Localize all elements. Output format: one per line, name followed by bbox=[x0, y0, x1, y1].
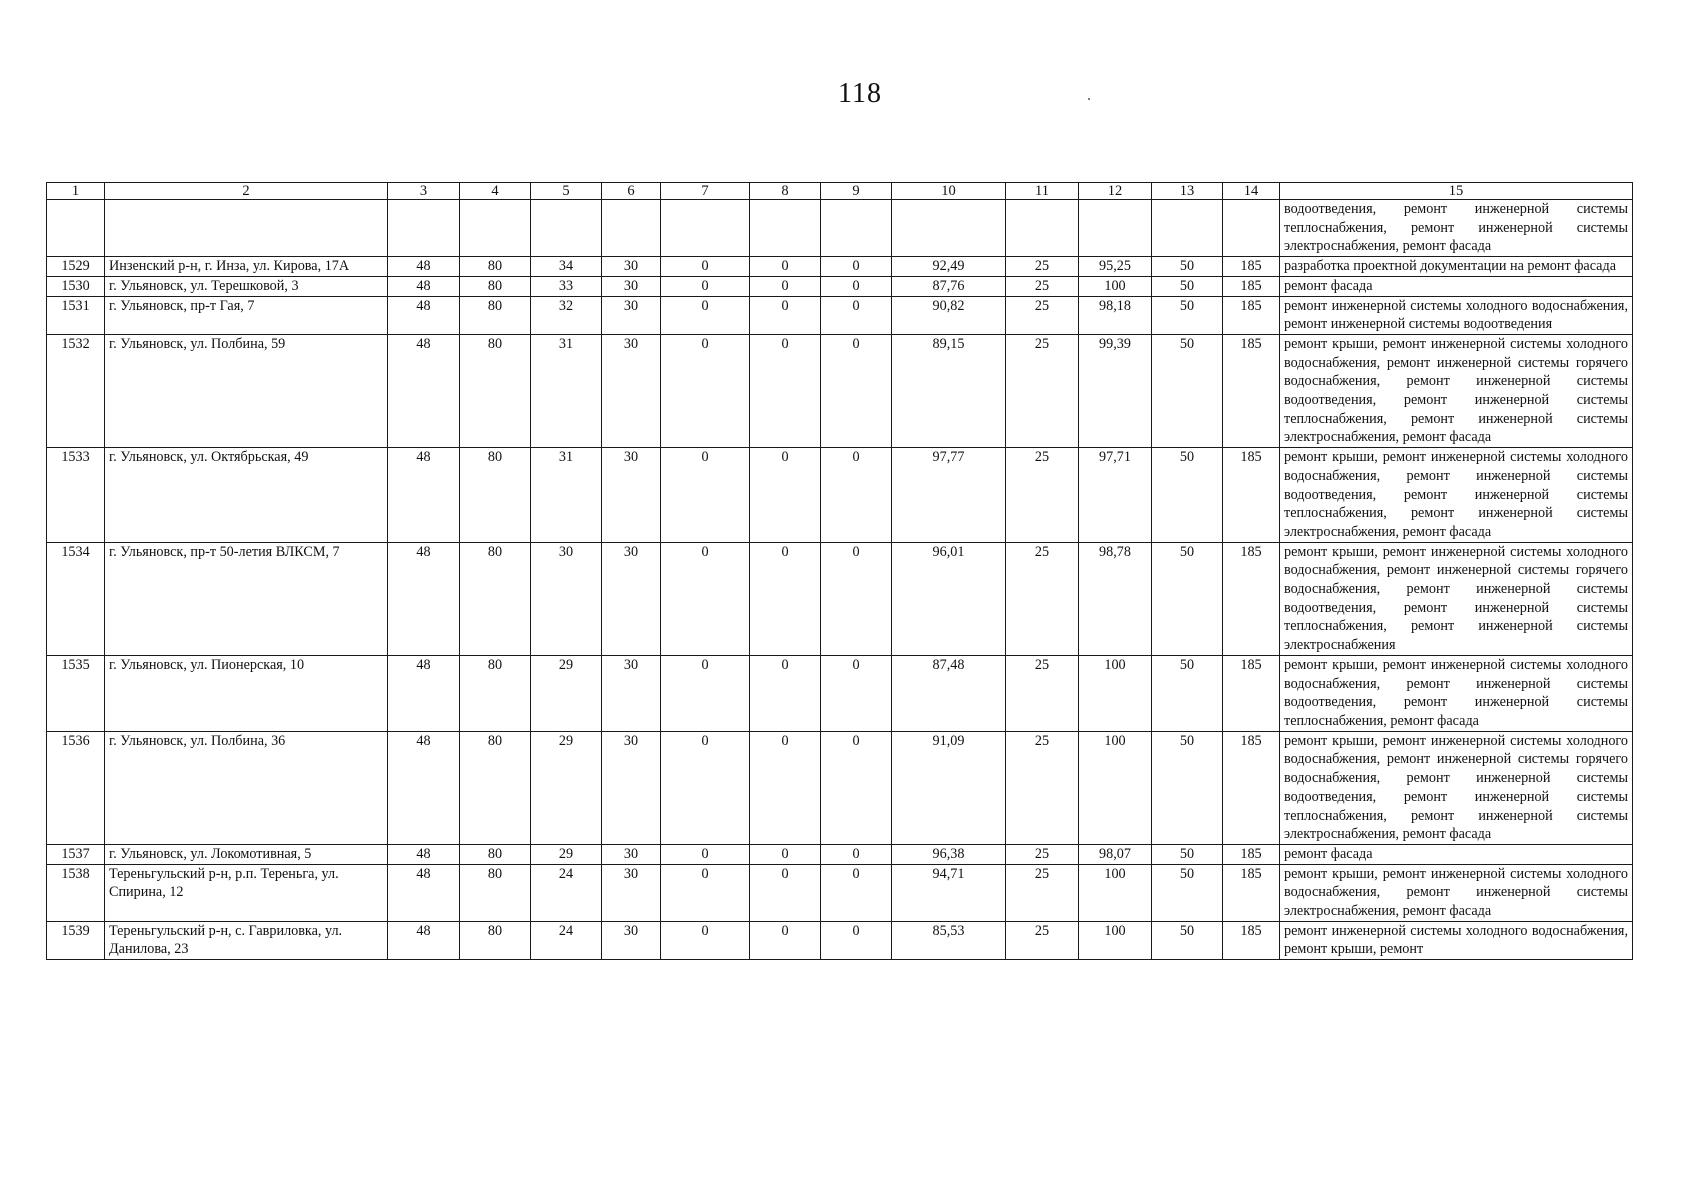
cell-col7: 0 bbox=[661, 296, 750, 334]
cell-col14 bbox=[1223, 200, 1280, 257]
cell-col10: 85,53 bbox=[892, 921, 1006, 959]
cell-col11: 25 bbox=[1006, 542, 1079, 655]
cell-works: ремонт крыши, ремонт инженерной системы холодного водоснабжения, ремонт инженерной системы горячего водоснабжения, ремонт инженерной системы водоотведения, ремонт инженерной системы теплоснабжения, ремонт инженерной системы электроснабжения, ремонт фасада bbox=[1280, 334, 1633, 447]
table-row bbox=[47, 542, 1633, 655]
cell-col6: 30 bbox=[602, 257, 661, 277]
cell-col14: 185 bbox=[1223, 921, 1280, 959]
cell-col3: 48 bbox=[388, 448, 460, 543]
cell-col12: 95,25 bbox=[1079, 257, 1152, 277]
column-header-8: 8 bbox=[750, 183, 821, 200]
cell-col4: 80 bbox=[460, 257, 531, 277]
column-header-15: 15 bbox=[1280, 183, 1633, 200]
cell-col13: 50 bbox=[1152, 731, 1223, 844]
cell-id: 1539 bbox=[47, 921, 105, 959]
cell-id bbox=[47, 200, 105, 257]
cell-col6: 30 bbox=[602, 334, 661, 447]
cell-col12: 98,78 bbox=[1079, 542, 1152, 655]
cell-col7: 0 bbox=[661, 334, 750, 447]
cell-col9: 0 bbox=[821, 448, 892, 543]
cell-col5: 31 bbox=[531, 334, 602, 447]
cell-id: 1535 bbox=[47, 655, 105, 731]
cell-col3: 48 bbox=[388, 257, 460, 277]
cell-col5: 30 bbox=[531, 542, 602, 655]
registry-table bbox=[46, 182, 1633, 960]
cell-col7: 0 bbox=[661, 864, 750, 921]
table-row bbox=[47, 844, 1633, 864]
cell-col7: 0 bbox=[661, 542, 750, 655]
cell-id: 1533 bbox=[47, 448, 105, 543]
cell-col6 bbox=[602, 200, 661, 257]
table-row bbox=[47, 921, 1633, 959]
cell-col5: 24 bbox=[531, 864, 602, 921]
cell-col13: 50 bbox=[1152, 864, 1223, 921]
cell-col10: 92,49 bbox=[892, 257, 1006, 277]
cell-col13: 50 bbox=[1152, 655, 1223, 731]
cell-id: 1531 bbox=[47, 296, 105, 334]
cell-col9: 0 bbox=[821, 334, 892, 447]
cell-col4: 80 bbox=[460, 542, 531, 655]
cell-col9: 0 bbox=[821, 296, 892, 334]
cell-col11: 25 bbox=[1006, 864, 1079, 921]
cell-address: г. Ульяновск, ул. Локомотивная, 5 bbox=[105, 844, 388, 864]
cell-col13: 50 bbox=[1152, 448, 1223, 543]
cell-col3 bbox=[388, 200, 460, 257]
cell-col3: 48 bbox=[388, 334, 460, 447]
cell-address: г. Ульяновск, ул. Октябрьская, 49 bbox=[105, 448, 388, 543]
cell-col8: 0 bbox=[750, 542, 821, 655]
cell-col14: 185 bbox=[1223, 257, 1280, 277]
cell-col7: 0 bbox=[661, 276, 750, 296]
cell-col13: 50 bbox=[1152, 334, 1223, 447]
cell-col7: 0 bbox=[661, 731, 750, 844]
cell-col7: 0 bbox=[661, 448, 750, 543]
column-header-12: 12 bbox=[1079, 183, 1152, 200]
table-row bbox=[47, 257, 1633, 277]
cell-col12: 99,39 bbox=[1079, 334, 1152, 447]
cell-col11: 25 bbox=[1006, 257, 1079, 277]
cell-col13 bbox=[1152, 200, 1223, 257]
cell-col8: 0 bbox=[750, 334, 821, 447]
cell-col4: 80 bbox=[460, 334, 531, 447]
cell-col7 bbox=[661, 200, 750, 257]
cell-col10: 96,38 bbox=[892, 844, 1006, 864]
cell-col11: 25 bbox=[1006, 296, 1079, 334]
cell-col11: 25 bbox=[1006, 844, 1079, 864]
cell-col12: 98,07 bbox=[1079, 844, 1152, 864]
cell-col4: 80 bbox=[460, 731, 531, 844]
cell-col3: 48 bbox=[388, 844, 460, 864]
cell-col6: 30 bbox=[602, 864, 661, 921]
cell-col4: 80 bbox=[460, 276, 531, 296]
cell-works: ремонт крыши, ремонт инженерной системы холодного водоснабжения, ремонт инженерной системы горячего водоснабжения, ремонт инженерной системы водоотведения, ремонт инженерной системы теплоснабжения, ремонт инженерной системы электроснабжения bbox=[1280, 542, 1633, 655]
table-row bbox=[47, 864, 1633, 921]
cell-col5: 34 bbox=[531, 257, 602, 277]
cell-col7: 0 bbox=[661, 921, 750, 959]
cell-col6: 30 bbox=[602, 542, 661, 655]
cell-col14: 185 bbox=[1223, 655, 1280, 731]
cell-id: 1537 bbox=[47, 844, 105, 864]
cell-id: 1534 bbox=[47, 542, 105, 655]
cell-col10: 91,09 bbox=[892, 731, 1006, 844]
cell-col5: 32 bbox=[531, 296, 602, 334]
cell-col4: 80 bbox=[460, 844, 531, 864]
cell-col8: 0 bbox=[750, 864, 821, 921]
column-header-4: 4 bbox=[460, 183, 531, 200]
column-header-1: 1 bbox=[47, 183, 105, 200]
cell-col4: 80 bbox=[460, 655, 531, 731]
cell-works: ремонт фасада bbox=[1280, 844, 1633, 864]
cell-col12: 100 bbox=[1079, 864, 1152, 921]
cell-col12: 100 bbox=[1079, 655, 1152, 731]
cell-address: г. Ульяновск, пр-т Гая, 7 bbox=[105, 296, 388, 334]
cell-col4: 80 bbox=[460, 448, 531, 543]
cell-col8: 0 bbox=[750, 921, 821, 959]
cell-col11: 25 bbox=[1006, 655, 1079, 731]
cell-works: ремонт крыши, ремонт инженерной системы холодного водоснабжения, ремонт инженерной системы водоотведения, ремонт инженерной системы теплоснабжения, ремонт фасада bbox=[1280, 655, 1633, 731]
cell-col3: 48 bbox=[388, 655, 460, 731]
cell-col8: 0 bbox=[750, 296, 821, 334]
column-header-11: 11 bbox=[1006, 183, 1079, 200]
cell-col4: 80 bbox=[460, 296, 531, 334]
cell-col9: 0 bbox=[821, 655, 892, 731]
cell-col5: 29 bbox=[531, 655, 602, 731]
cell-col13: 50 bbox=[1152, 844, 1223, 864]
cell-col9: 0 bbox=[821, 864, 892, 921]
cell-col9: 0 bbox=[821, 731, 892, 844]
cell-col6: 30 bbox=[602, 655, 661, 731]
cell-col3: 48 bbox=[388, 276, 460, 296]
cell-col11: 25 bbox=[1006, 276, 1079, 296]
cell-col8: 0 bbox=[750, 844, 821, 864]
cell-col8: 0 bbox=[750, 448, 821, 543]
cell-col3: 48 bbox=[388, 731, 460, 844]
cell-id: 1536 bbox=[47, 731, 105, 844]
cell-col4: 80 bbox=[460, 921, 531, 959]
cell-col11: 25 bbox=[1006, 334, 1079, 447]
cell-works: ремонт крыши, ремонт инженерной системы холодного водоснабжения, ремонт инженерной системы горячего водоснабжения, ремонт инженерной системы водоотведения, ремонт инженерной системы теплоснабжения, ремонт инженерной системы электроснабжения, ремонт фасада bbox=[1280, 731, 1633, 844]
column-header-3: 3 bbox=[388, 183, 460, 200]
table-row bbox=[47, 296, 1633, 334]
cell-col5: 24 bbox=[531, 921, 602, 959]
column-header-7: 7 bbox=[661, 183, 750, 200]
table-row bbox=[47, 655, 1633, 731]
cell-id: 1530 bbox=[47, 276, 105, 296]
cell-works: ремонт крыши, ремонт инженерной системы холодного водоснабжения, ремонт инженерной системы электроснабжения, ремонт фасада bbox=[1280, 864, 1633, 921]
cell-col10: 89,15 bbox=[892, 334, 1006, 447]
cell-col8: 0 bbox=[750, 655, 821, 731]
cell-col6: 30 bbox=[602, 921, 661, 959]
cell-col9: 0 bbox=[821, 844, 892, 864]
cell-address: г. Ульяновск, ул. Пионерская, 10 bbox=[105, 655, 388, 731]
cell-col3: 48 bbox=[388, 296, 460, 334]
cell-address: Тереньгульский р-н, с. Гавриловка, ул. Данилова, 23 bbox=[105, 921, 388, 959]
cell-works: ремонт фасада bbox=[1280, 276, 1633, 296]
cell-col9: 0 bbox=[821, 276, 892, 296]
column-header-9: 9 bbox=[821, 183, 892, 200]
cell-col6: 30 bbox=[602, 731, 661, 844]
cell-col3: 48 bbox=[388, 864, 460, 921]
cell-address: г. Ульяновск, ул. Терешковой, 3 bbox=[105, 276, 388, 296]
table-row bbox=[47, 276, 1633, 296]
cell-address: Инзенский р-н, г. Инза, ул. Кирова, 17А bbox=[105, 257, 388, 277]
cell-col3: 48 bbox=[388, 542, 460, 655]
cell-works: ремонт крыши, ремонт инженерной системы холодного водоснабжения, ремонт инженерной системы водоотведения, ремонт инженерной системы теплоснабжения, ремонт инженерной системы электроснабжения, ремонт фасада bbox=[1280, 448, 1633, 543]
cell-address: г. Ульяновск, ул. Полбина, 59 bbox=[105, 334, 388, 447]
cell-id: 1538 bbox=[47, 864, 105, 921]
cell-address: г. Ульяновск, ул. Полбина, 36 bbox=[105, 731, 388, 844]
cell-works: ремонт инженерной системы холодного водоснабжения, ремонт крыши, ремонт bbox=[1280, 921, 1633, 959]
table-row bbox=[47, 200, 1633, 257]
cell-col7: 0 bbox=[661, 257, 750, 277]
cell-works: разработка проектной документации на ремонт фасада bbox=[1280, 257, 1633, 277]
cell-col7: 0 bbox=[661, 844, 750, 864]
cell-col11: 25 bbox=[1006, 448, 1079, 543]
cell-col6: 30 bbox=[602, 844, 661, 864]
column-header-14: 14 bbox=[1223, 183, 1280, 200]
cell-address: г. Ульяновск, пр-т 50-летия ВЛКСМ, 7 bbox=[105, 542, 388, 655]
cell-col11: 25 bbox=[1006, 921, 1079, 959]
cell-col12 bbox=[1079, 200, 1152, 257]
cell-address bbox=[105, 200, 388, 257]
cell-col5: 29 bbox=[531, 844, 602, 864]
cell-col13: 50 bbox=[1152, 921, 1223, 959]
cell-col13: 50 bbox=[1152, 257, 1223, 277]
scan-speck bbox=[1088, 98, 1090, 100]
table-header bbox=[47, 183, 1633, 200]
column-header-10: 10 bbox=[892, 183, 1006, 200]
cell-col8: 0 bbox=[750, 276, 821, 296]
table-row bbox=[47, 334, 1633, 447]
cell-id: 1532 bbox=[47, 334, 105, 447]
cell-col8 bbox=[750, 200, 821, 257]
cell-col9: 0 bbox=[821, 257, 892, 277]
cell-col10: 94,71 bbox=[892, 864, 1006, 921]
table-body bbox=[47, 200, 1633, 960]
cell-col4: 80 bbox=[460, 864, 531, 921]
cell-col12: 100 bbox=[1079, 731, 1152, 844]
cell-col6: 30 bbox=[602, 296, 661, 334]
column-header-2: 2 bbox=[105, 183, 388, 200]
cell-col13: 50 bbox=[1152, 542, 1223, 655]
cell-col14: 185 bbox=[1223, 448, 1280, 543]
cell-col10: 87,48 bbox=[892, 655, 1006, 731]
cell-col9: 0 bbox=[821, 542, 892, 655]
cell-col14: 185 bbox=[1223, 731, 1280, 844]
cell-col10 bbox=[892, 200, 1006, 257]
cell-col8: 0 bbox=[750, 731, 821, 844]
page-number: 118 bbox=[838, 78, 882, 109]
cell-works: ремонт инженерной системы холодного водоснабжения, ремонт инженерной системы водоотведения bbox=[1280, 296, 1633, 334]
cell-col3: 48 bbox=[388, 921, 460, 959]
table-row bbox=[47, 448, 1633, 543]
cell-col10: 90,82 bbox=[892, 296, 1006, 334]
cell-col7: 0 bbox=[661, 655, 750, 731]
cell-col14: 185 bbox=[1223, 864, 1280, 921]
cell-col6: 30 bbox=[602, 276, 661, 296]
cell-col9: 0 bbox=[821, 921, 892, 959]
cell-col12: 100 bbox=[1079, 276, 1152, 296]
cell-col4 bbox=[460, 200, 531, 257]
cell-col5: 29 bbox=[531, 731, 602, 844]
cell-col5 bbox=[531, 200, 602, 257]
cell-col11: 25 bbox=[1006, 731, 1079, 844]
cell-col13: 50 bbox=[1152, 296, 1223, 334]
cell-col10: 96,01 bbox=[892, 542, 1006, 655]
cell-col12: 97,71 bbox=[1079, 448, 1152, 543]
cell-col14: 185 bbox=[1223, 276, 1280, 296]
cell-col5: 33 bbox=[531, 276, 602, 296]
cell-col6: 30 bbox=[602, 448, 661, 543]
cell-col10: 97,77 bbox=[892, 448, 1006, 543]
cell-col14: 185 bbox=[1223, 542, 1280, 655]
cell-col14: 185 bbox=[1223, 296, 1280, 334]
cell-col13: 50 bbox=[1152, 276, 1223, 296]
table-row bbox=[47, 731, 1633, 844]
cell-col12: 100 bbox=[1079, 921, 1152, 959]
cell-col14: 185 bbox=[1223, 844, 1280, 864]
cell-col14: 185 bbox=[1223, 334, 1280, 447]
cell-col11 bbox=[1006, 200, 1079, 257]
column-number-row bbox=[47, 183, 1633, 200]
cell-col12: 98,18 bbox=[1079, 296, 1152, 334]
cell-id: 1529 bbox=[47, 257, 105, 277]
cell-works: водоотведения, ремонт инженерной системы теплоснабжения, ремонт инженерной системы электроснабжения, ремонт фасада bbox=[1280, 200, 1633, 257]
cell-address: Тереньгульский р-н, р.п. Тереньга, ул. Спирина, 12 bbox=[105, 864, 388, 921]
cell-col10: 87,76 bbox=[892, 276, 1006, 296]
cell-col8: 0 bbox=[750, 257, 821, 277]
column-header-6: 6 bbox=[602, 183, 661, 200]
cell-col5: 31 bbox=[531, 448, 602, 543]
column-header-13: 13 bbox=[1152, 183, 1223, 200]
cell-col9 bbox=[821, 200, 892, 257]
column-header-5: 5 bbox=[531, 183, 602, 200]
